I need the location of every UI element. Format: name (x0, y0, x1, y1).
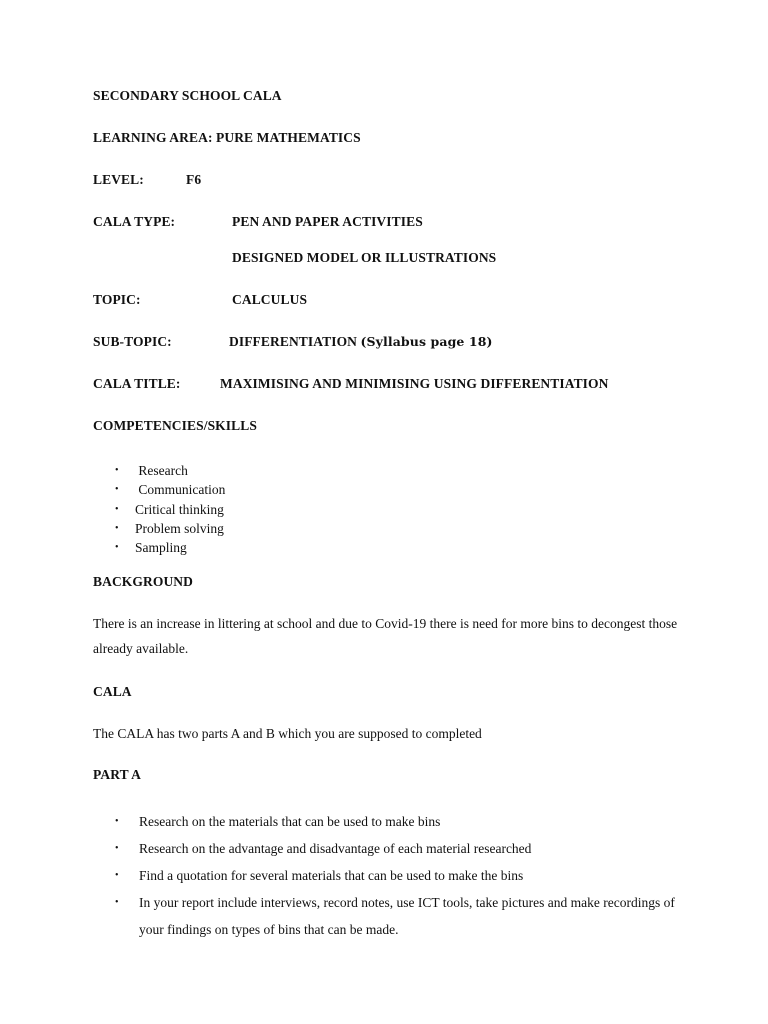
bullet-icon: • (115, 522, 119, 534)
syllabus-note: (Syllabus page 18) (360, 334, 493, 349)
bullet-icon: • (115, 465, 119, 476)
level-label: LEVEL: (93, 172, 144, 187)
bullet-icon: • (115, 503, 119, 515)
list-item: • Research (112, 461, 225, 480)
level-row (93, 171, 144, 189)
level-value: F6 (186, 172, 202, 187)
bullet-icon: • (115, 843, 119, 854)
bullet-icon: • (115, 870, 119, 881)
background-heading: BACKGROUND (93, 574, 194, 589)
cala-type-value-1: PEN AND PAPER ACTIVITIES (232, 214, 423, 229)
topic-value: CALCULUS (232, 292, 308, 307)
subtopic-label: SUB-TOPIC: (93, 334, 172, 349)
bullet-icon: • (115, 542, 119, 554)
competencies-list (112, 461, 225, 557)
bullet-icon: • (115, 897, 119, 908)
learning-area: LEARNING AREA: PURE MATHEMATICS (93, 130, 361, 145)
list-item: • Communication (112, 480, 225, 499)
list-item: • Critical thinking (112, 500, 225, 519)
part-a-list (112, 808, 682, 943)
list-item: • Research on the advantage and disadvantage of each material researched (112, 835, 682, 862)
background-text: There is an increase in littering at school and due to Covid-19 there is need for more bins to decongest those already available. (93, 616, 678, 656)
list-item: • In your report include interviews, record notes, use ICT tools, take pictures and make recordings of your findings on types of bins that can be made. (112, 889, 682, 943)
list-item: • Find a quotation for several materials that can be used to make the bins (112, 862, 682, 889)
subtopic-row (229, 333, 493, 351)
bullet-icon: • (115, 816, 119, 827)
cala-type-value-2: DESIGNED MODEL OR ILLUSTRATIONS (232, 250, 497, 265)
cala-text: The CALA has two parts A and B which you are supposed to completed (93, 726, 482, 741)
list-item: • Research on the materials that can be used to make bins (112, 808, 682, 835)
list-item: • Sampling (112, 538, 225, 557)
list-item: • Problem solving (112, 519, 225, 538)
topic-label: TOPIC: (93, 292, 141, 307)
school-heading: SECONDARY SCHOOL CALA (93, 88, 282, 103)
cala-title-value: MAXIMISING AND MINIMISING USING DIFFERENTIATION (220, 376, 609, 391)
cala-title-label: CALA TITLE: (93, 376, 181, 391)
cala-heading: CALA (93, 684, 132, 699)
cala-type-label: CALA TYPE: (93, 214, 176, 229)
competencies-heading: COMPETENCIES/SKILLS (93, 418, 257, 433)
subtopic-value: DIFFERENTIATION (229, 334, 358, 349)
part-a-heading: PART A (93, 767, 142, 782)
bullet-icon: • (115, 484, 119, 496)
